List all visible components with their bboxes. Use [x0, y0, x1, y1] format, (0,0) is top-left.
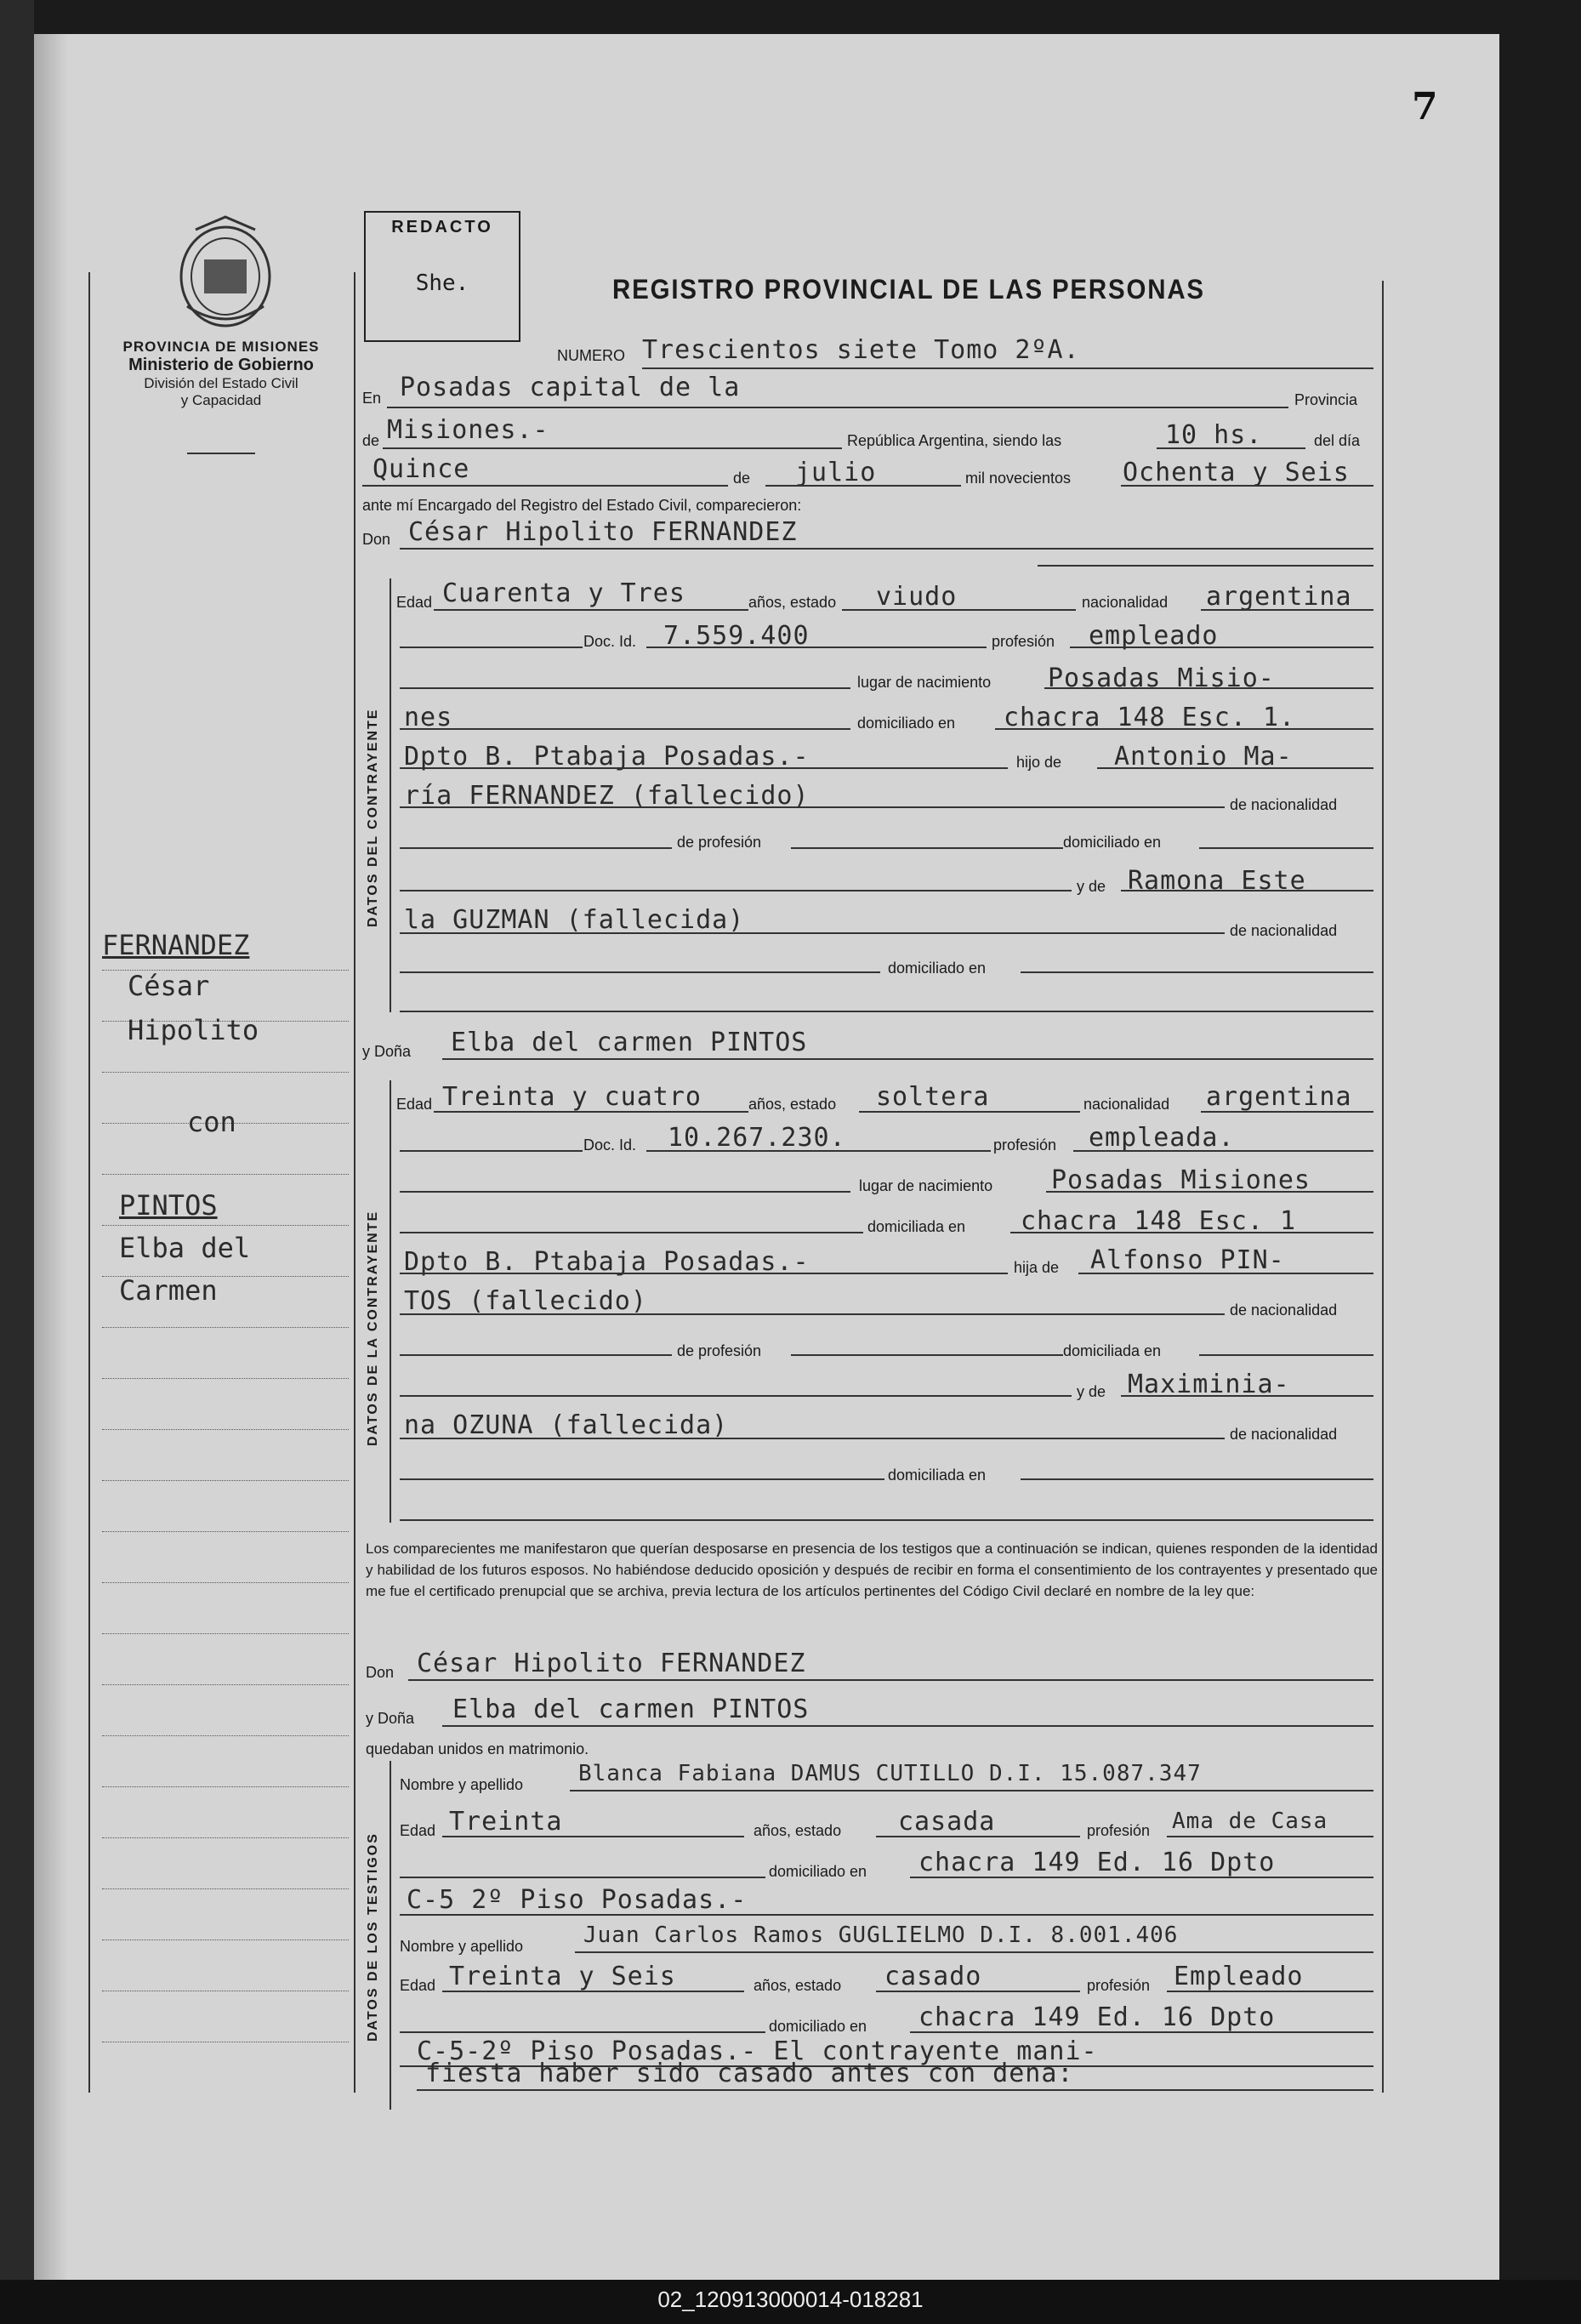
margin-note-con: con — [187, 1106, 236, 1138]
c1-de-nac2-label: de nacionalidad — [1230, 922, 1338, 939]
c1-doc-pre-line — [400, 647, 583, 648]
c2-doc-line — [646, 1150, 991, 1152]
redacto-box — [364, 211, 520, 342]
margin-line — [102, 1735, 349, 1736]
margin-line — [102, 1174, 349, 1175]
c2-edad-value: Treinta y cuatro — [442, 1082, 702, 1112]
c2-nac-line — [1201, 1111, 1373, 1113]
c2-estado-line — [859, 1111, 1080, 1113]
decl-don-label: Don — [366, 1664, 395, 1681]
c2-dom-label: domiciliada en — [867, 1218, 966, 1235]
c1-padre-line — [1097, 767, 1373, 769]
don-line-2 — [1038, 565, 1373, 567]
decl-dona-value: Elba del carmen PINTOS — [452, 1695, 810, 1724]
en-value: Posadas capital de la — [400, 373, 741, 402]
de-value: Misiones.- — [387, 415, 549, 445]
c2-lugar-label: lugar de nacimiento — [859, 1177, 993, 1194]
c1-deprof-pre-line — [400, 847, 672, 849]
c2-doc-label: Doc. Id. — [583, 1136, 637, 1153]
c2-dona-prefix: y Doña — [362, 1043, 412, 1060]
c2-yde-label: y de — [1077, 1383, 1106, 1400]
margin-note-name1b: Hipolito — [128, 1014, 259, 1046]
t2-extra-line — [417, 2089, 1373, 2091]
ante-text: ante mí Encargado del Registro del Estado Civil, comparecieron: — [362, 497, 802, 514]
en-label: En — [362, 390, 382, 407]
contrayente2-side-label: DATOS DE LA CONTRAYENTE — [366, 1210, 380, 1446]
decl-dona-line — [442, 1725, 1373, 1727]
margin-note-name2b: Carmen — [119, 1274, 218, 1307]
mes-value: julio — [795, 458, 877, 487]
c1-lugar-cont-line — [400, 728, 850, 730]
t1-anos-label: años, estado — [754, 1822, 842, 1839]
c2-dom3-label: domiciliada en — [888, 1467, 987, 1484]
c2-yde-pre-line — [400, 1395, 1072, 1397]
c2-dom3-line — [1021, 1478, 1373, 1480]
c1-dom-line — [995, 728, 1373, 730]
issuer-ministry: Ministerio de Gobierno — [128, 356, 314, 374]
t2-prof-value: Empleado — [1174, 1962, 1304, 1991]
t2-nombre-line — [575, 1951, 1373, 1953]
c2-dom3-pre-line — [400, 1478, 884, 1480]
c1-anos-label: años, estado — [748, 594, 837, 611]
decl-don-value: César Hipolito FERNANDEZ — [417, 1649, 806, 1678]
testigos-side-label: DATOS DE LOS TESTIGOS — [366, 1832, 380, 2042]
c2-hija-label: hija de — [1014, 1259, 1060, 1276]
c2-dom2-line — [1199, 1354, 1373, 1356]
c2-prof-label: profesión — [993, 1136, 1057, 1153]
c1-dom-value: chacra 148 Esc. 1. — [1004, 703, 1296, 732]
document-title: REGISTRO PROVINCIAL DE LAS PERSONAS — [612, 274, 1205, 305]
c2-nac-label: nacionalidad — [1083, 1096, 1170, 1113]
t1-dom-pre-line — [400, 1877, 765, 1878]
c2-padre-value: Alfonso PIN- — [1090, 1245, 1285, 1275]
t2-dom-label: domiciliado en — [769, 2018, 867, 2035]
margin-line — [102, 1633, 349, 1634]
margin-line — [102, 1684, 349, 1685]
t2-nombre-label: Nombre y apellido — [400, 1938, 524, 1955]
c2-nac-value: argentina — [1206, 1082, 1352, 1112]
c1-doc-label: Doc. Id. — [583, 633, 637, 650]
issuer-block — [94, 339, 349, 409]
c1-doc-line — [646, 647, 987, 648]
c2-prof-value: empleada. — [1089, 1123, 1235, 1153]
c1-dom-label: domiciliado en — [857, 715, 956, 732]
c2-madre-value: Maximinia- — [1128, 1370, 1290, 1399]
dia-value: Quince — [373, 454, 470, 484]
contrayente1-side-label: DATOS DEL CONTRAYENTE — [366, 708, 380, 927]
c2-blank-line — [400, 1519, 1373, 1521]
c1-lugar-value: Posadas Misio- — [1048, 664, 1275, 693]
t1-edad-value: Treinta — [449, 1807, 563, 1837]
margin-line — [102, 1327, 349, 1328]
del-dia-label: del día — [1314, 432, 1361, 449]
book-spine — [0, 0, 34, 2324]
c2-madre-cont: na OZUNA (fallecida) — [404, 1410, 729, 1440]
t1-edad-line — [442, 1836, 744, 1837]
don-value: César Hipolito FERNANDEZ — [408, 517, 798, 547]
c2-dom-value: chacra 148 Esc. 1 — [1021, 1206, 1297, 1236]
t2-extra: fiesta haber sido casado antes con dena: — [425, 2059, 1074, 2088]
decl-don-line — [408, 1679, 1373, 1681]
c1-blank-line — [400, 1011, 1373, 1012]
dia-line — [362, 485, 728, 487]
t1-prof-line — [1167, 1836, 1373, 1837]
c1-dom-cont-line — [400, 767, 1008, 769]
redacto-label: REDACTO — [391, 218, 493, 236]
c2-madre-line — [1121, 1395, 1373, 1397]
c2-lugar-value: Posadas Misiones — [1051, 1165, 1311, 1195]
contrayente2-bracket — [390, 1080, 391, 1523]
margin-line — [102, 1225, 349, 1226]
t2-dom-pre-line — [400, 2031, 765, 2033]
t1-dom-cont: C-5 2º Piso Posadas.- — [407, 1885, 748, 1915]
republica-label: República Argentina, siendo las — [847, 432, 1062, 449]
margin-line — [102, 1072, 349, 1073]
c2-edad-line — [434, 1111, 748, 1113]
margin-line — [102, 1837, 349, 1838]
c2-lugar-line — [1046, 1191, 1373, 1193]
c1-hijo-label: hijo de — [1016, 754, 1062, 771]
t2-prof-label: profesión — [1087, 1977, 1151, 1994]
c2-doc-pre-line — [400, 1150, 583, 1152]
mil-label: mil novecientos — [965, 470, 1072, 487]
c2-doc-value: 10.267.230. — [668, 1123, 846, 1153]
c1-dom3-label: domiciliado en — [888, 960, 987, 977]
c1-madre-cont: la GUZMAN (fallecida) — [404, 905, 745, 935]
contrayente1-bracket — [390, 578, 391, 1012]
c1-padre-cont-line — [400, 806, 1225, 808]
c1-nac-line — [1201, 609, 1373, 611]
c1-madre-cont-line — [400, 932, 1225, 934]
c1-madre-line — [1121, 890, 1373, 891]
c1-nac-label: nacionalidad — [1082, 594, 1169, 611]
c1-yde-pre-line — [400, 890, 1072, 891]
c2-dom-cont: Dpto B. Ptabaja Posadas.- — [404, 1247, 810, 1277]
mes-line — [765, 485, 961, 487]
t1-prof-value: Ama de Casa — [1172, 1809, 1328, 1834]
c2-dom-pre-line — [400, 1232, 863, 1233]
t2-edad-value: Treinta y Seis — [449, 1962, 676, 1991]
c2-prof-line — [1073, 1150, 1373, 1152]
don-line — [400, 548, 1373, 550]
c1-prof-value: empleado — [1089, 621, 1219, 651]
c2-dona-line — [442, 1058, 1373, 1060]
t2-nombre-value: Juan Carlos Ramos GUGLIELMO D.I. 8.001.406 — [583, 1922, 1179, 1948]
c1-prof-line — [1070, 647, 1373, 648]
page-gutter-shadow — [34, 34, 68, 2280]
t2-dom-cont: C-5-2º Piso Posadas.- El contrayente mani- — [417, 2036, 1098, 2066]
numero-value: Trescientos siete Tomo 2ºA. — [642, 335, 1080, 365]
t1-nombre-line — [570, 1790, 1373, 1791]
c1-edad-line — [434, 609, 748, 611]
margin-line — [102, 1786, 349, 1787]
t1-nombre-label: Nombre y apellido — [400, 1776, 524, 1793]
decl-closing: quedaban unidos en matrimonio. — [366, 1740, 589, 1757]
c1-dom2-line — [1199, 847, 1373, 849]
c1-deprof-line — [791, 847, 1063, 849]
c1-lugar-pre-line — [400, 687, 850, 689]
provincia-label: Provincia — [1294, 391, 1358, 408]
testigos-bracket — [390, 1761, 391, 2110]
c2-lugar-pre-line — [400, 1191, 850, 1193]
c1-estado-value: viudo — [876, 582, 958, 612]
c1-padre-value: Antonio Ma- — [1114, 742, 1293, 772]
c1-edad-value: Cuarenta y Tres — [442, 578, 685, 608]
c1-dom3-line — [1021, 971, 1373, 973]
margin-line — [102, 1582, 349, 1583]
c2-deprof-label: de profesión — [677, 1342, 762, 1359]
t2-estado-value: casado — [884, 1962, 982, 1991]
t2-estado-line — [876, 1991, 1080, 1992]
redacto-value: She. — [415, 271, 469, 296]
hora-value: 10 hs. — [1165, 420, 1263, 450]
numero-label: NUMERO — [557, 347, 625, 364]
right-frame-rule — [1382, 281, 1384, 2093]
c1-dom3-pre-line — [400, 971, 880, 973]
margin-column-rule — [354, 272, 355, 2093]
margin-line — [102, 1888, 349, 1889]
margin-line — [102, 1531, 349, 1532]
c2-estado-value: soltera — [876, 1082, 990, 1112]
anio-value: Ochenta y Seis — [1123, 458, 1350, 487]
scan-filename: 02_120913000014-018281 — [657, 2287, 924, 2312]
t2-dom-value: chacra 149 Ed. 16 Dpto — [918, 2002, 1276, 2032]
c2-dom-cont-line — [400, 1273, 1008, 1274]
margin-note-name1a: César — [128, 970, 210, 1002]
c1-de-nac-label: de nacionalidad — [1230, 796, 1338, 813]
c2-padre-line — [1078, 1273, 1373, 1274]
left-margin-rule — [88, 272, 90, 2093]
page-number: 7 — [1412, 85, 1438, 128]
c2-madre-cont-line — [400, 1438, 1225, 1439]
t1-dom-value: chacra 149 Ed. 16 Dpto — [918, 1848, 1276, 1877]
c1-dom2-label: domiciliado en — [1063, 834, 1162, 851]
c1-lugar-cont: nes — [404, 703, 453, 732]
t1-edad-label: Edad — [400, 1822, 436, 1839]
margin-note-surname1: FERNANDEZ — [102, 929, 250, 961]
c2-anos-label: años, estado — [748, 1096, 837, 1113]
c1-doc-value: 7.559.400 — [663, 621, 810, 651]
margin-note-name2a: Elba del — [119, 1232, 251, 1264]
c2-de-nac2-label: de nacionalidad — [1230, 1426, 1338, 1443]
c1-prof-label: profesión — [992, 633, 1055, 650]
c1-dom-cont: Dpto B. Ptabaja Posadas.- — [404, 742, 810, 772]
decl-dona-label: y Doña — [366, 1710, 415, 1727]
c1-nac-value: argentina — [1206, 582, 1352, 612]
t2-anos-label: años, estado — [754, 1977, 842, 1994]
margin-line — [102, 1480, 349, 1481]
c1-padre-cont: ría FERNANDEZ (fallecido) — [404, 781, 810, 811]
t1-nombre-value: Blanca Fabiana DAMUS CUTILLO D.I. 15.087.347 — [578, 1761, 1202, 1786]
issuer-underline — [187, 453, 255, 454]
c2-padre-cont: TOS (fallecido) — [404, 1286, 647, 1316]
c1-lugar-label: lugar de nacimiento — [857, 674, 992, 691]
en-line — [387, 407, 1288, 408]
c2-de-nac-label: de nacionalidad — [1230, 1302, 1338, 1319]
declaration-text: Los comparecientes me manifestaron que querían desposarse en presencia de los testigos que a continuación se indican, quienes responden de la identidad y habilidad de los futuros esposos. No habiéndose deducido oposición y después de recibir en forma el consentimiento de los contrayentes y presentado que me fue el certificado prenupcial que se archiva, previa lectura de los artículos pertinentes del Código Civil declaré en nombre de la ley que: — [366, 1541, 1378, 1599]
c2-deprof-line — [791, 1354, 1063, 1356]
t1-prof-label: profesión — [1087, 1822, 1151, 1839]
de2-label: de — [733, 470, 751, 487]
c1-madre-value: Ramona Este — [1128, 866, 1306, 896]
t1-estado-line — [876, 1836, 1080, 1837]
t1-estado-value: casada — [898, 1807, 996, 1837]
t2-edad-label: Edad — [400, 1977, 436, 1994]
t1-dom-label: domiciliado en — [769, 1863, 867, 1880]
c2-dona-value: Elba del carmen PINTOS — [451, 1028, 808, 1057]
margin-line — [102, 1429, 349, 1430]
don-label: Don — [362, 531, 391, 548]
t1-dom-cont-line — [400, 1914, 1373, 1916]
c1-deprof-label: de profesión — [677, 834, 762, 851]
c2-deprof-pre-line — [400, 1354, 672, 1356]
issuer-capacity: y Capacidad — [180, 392, 262, 408]
c2-edad-label: Edad — [396, 1096, 433, 1113]
t2-prof-line — [1167, 1991, 1373, 1992]
de-line — [383, 447, 842, 449]
t2-dom-line — [910, 2031, 1373, 2033]
de-label: de — [362, 432, 380, 449]
numero-line — [642, 367, 1373, 369]
c1-estado-line — [842, 609, 1076, 611]
t1-dom-line — [910, 1877, 1373, 1878]
provincial-seal-icon — [170, 213, 281, 332]
t2-edad-line — [442, 1991, 744, 1992]
margin-line — [102, 1378, 349, 1379]
issuer-province: PROVINCIA DE MISIONES — [122, 339, 320, 355]
hora-line — [1157, 447, 1305, 449]
margin-note-surname2: PINTOS — [119, 1189, 218, 1222]
c2-dom-line — [1010, 1232, 1373, 1233]
c1-edad-label: Edad — [396, 594, 433, 611]
anio-line — [1121, 485, 1373, 487]
c2-padre-cont-line — [400, 1313, 1225, 1315]
c1-lugar-line — [1044, 687, 1373, 689]
issuer-division: División del Estado Civil — [144, 375, 299, 391]
c1-yde-label: y de — [1077, 878, 1106, 895]
c2-dom2-label: domiciliada en — [1063, 1342, 1162, 1359]
